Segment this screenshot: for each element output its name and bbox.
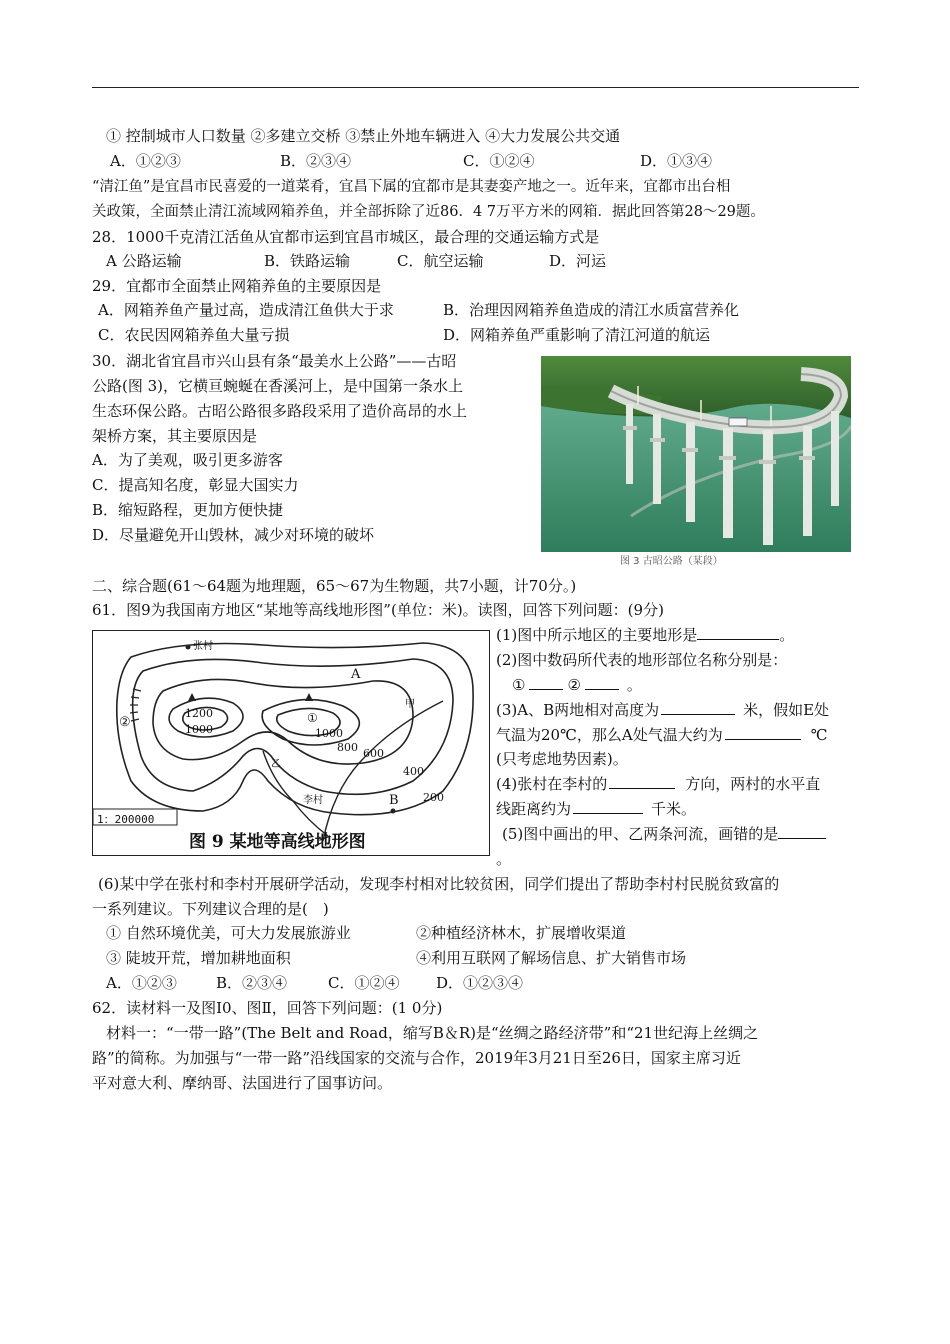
map-label-a: A [351,667,361,682]
header-rule [92,87,859,88]
q28-choice-d: D．河运 [549,252,607,270]
q62-stem: 62．读材料一及图Ⅰ0、图Ⅱ，回答下列问题：(1 0分) [92,999,443,1017]
q61-choice-c: C．①②④ [328,974,400,992]
q61-sub6-line1: (6)某中学在张村和李村开展研学活动，发现李村相对比较贫困，同学们提出了帮助李村村民脱贫致富的 [98,875,780,893]
map-label-200: 200 [423,791,444,804]
q61-sub3: (3)A、B两地相对高度为 米，假如E处 [496,698,829,722]
map-label-400: 400 [403,765,424,778]
q61-opt4: ④利用互联网了解场信息、扩大销售市场 [416,949,687,967]
q61-sub6-line2: 一系列建议。下列建议合理的是( ) [92,900,329,918]
q61-sub3c: (只考虑地势因素)。 [496,750,628,768]
q29-choice-a: A．网箱养鱼产量过高，造成清江鱼供大于求 [98,301,394,319]
q61-choice-d: D．①②③④ [436,974,524,992]
map-title: 图 9 某地等高线地形图 [189,832,366,852]
q30-choice-d: D．尽量避免开山毁林，减少对环境的破坏 [92,526,375,544]
prev-choice-d: D．①③④ [640,152,713,170]
q62-material-line1: 材料一：“一带一路”(The Belt and Road，缩写B＆R)是“丝绸之路经济带”和“21世纪海上丝绸之 [106,1024,759,1042]
q61-sub2-blanks: ① ② 。 [512,673,642,697]
intro-line-2: 关政策，全面禁止清江流域网箱养鱼，并全部拆除了近86．4 7万平方米的网箱．据此回答第28～29题。 [92,204,765,220]
contour-map [92,630,490,856]
q62-material-line2: 路”的简称。为加强与“一带一路”沿线国家的交流与合作，2019年3月21日至26日，国家主席习近 [92,1049,741,1067]
map-label-m2: ② [119,715,131,730]
q61-opt2: ②种植经济林木，扩展增收渠道 [416,924,627,942]
q61-choice-b: B．②③④ [216,974,288,992]
prev-choice-c: C．①②④ [463,152,535,170]
q29-choice-c: C．农民因网箱养鱼大量亏损 [98,326,290,344]
q61-sub4b: 线距离约为 千米。 [496,797,696,821]
q61-stem: 61．图9为我国南方地区“某地等高线地形图”(单位：米)。读图，回答下列问题：(9分) [92,601,664,619]
q30-line-4: 架桥方案，其主要原因是 [92,427,258,445]
map-label-800: 800 [337,741,358,754]
q61-sub5: (5)图中画出的甲、乙两条河流，画错的是 [502,822,826,846]
map-label-zhangcun: 张村 [193,641,213,652]
q61-sub3b: 气温为20℃，那么A处气温大约为 ℃ [496,723,827,747]
q61-opt1: ① 自然环境优美，可大力发展旅游业 [106,924,351,942]
photo-caption: 图 3 古昭公路（某段） [620,556,723,567]
map-label-1000a: 1000 [185,723,213,736]
prev-choice-b: B．②③④ [280,152,352,170]
q61-sub4: (4)张村在李村的 方向，两村的水平直 [496,772,820,796]
q30-choice-b: B．缩短路程，更加方便快捷 [92,501,284,519]
map-label-b: B [389,793,399,808]
map-label-yi: 乙 [271,759,281,770]
q30-line-3: 生态环保公路。古昭公路很多路段采用了造价高昂的水上 [92,402,468,420]
map-label-licun: 李村 [303,795,323,806]
q61-choice-a: A．①②③ [106,974,177,992]
intro-line-1: “清江鱼”是宜昌市民喜爱的一道菜肴，宜昌下属的宜都市是其妻娈产地之一。近年来，宜都市出台相 [92,179,731,195]
q61-sub1: (1)图中所示地区的主要地形是 。 [496,623,794,647]
q28-choice-c: C．航空运输 [397,252,484,270]
q29-choice-d: D．网箱养鱼严重影响了清江河道的航运 [443,326,711,344]
q30-line-2: 公路(图 3)，它横亘蜿蜒在香溪河上，是中国第一条水上 [92,377,464,395]
prev-choice-a: A．①②③ [110,152,181,170]
bridge-photo [541,356,851,552]
q28-choice-b: B．铁路运输 [264,252,351,270]
q28-stem: 28．1000千克清江活鱼从宜都市运到宜昌市城区，最合理的交通运输方式是 [92,228,600,246]
map-scale: 1：200000 [97,813,155,826]
map-label-600: 600 [363,747,384,760]
map-label-m1: ① [307,711,318,725]
q61-sub2: (2)图中数码所代表的地形部位名称分别是： [496,651,788,669]
map-label-1000b: 1000 [315,727,343,740]
q61-opt3: ③ 陡坡开荒，增加耕地面积 [106,949,291,967]
q62-material-line3: 平对意大利、摩纳哥、法国进行了国事访问。 [92,1074,393,1092]
prev-options-line: ① 控制城市人口数量 ②多建立交桥 ③禁止外地车辆进入 ④大力发展公共交通 [106,127,621,145]
q30-choice-a: A．为了美观，吸引更多游客 [92,451,283,469]
q29-stem: 29．宜都市全面禁止网箱养鱼的主要原因是 [92,277,382,295]
q28-choice-a: A 公路运输 [106,252,182,270]
q30-choice-c: C．提高知名度，彰显大国实力 [92,476,299,494]
q30-line-1: 30．湖北省宜昌市兴山县有条“最美水上公路”——古昭 [92,352,457,370]
q61-sub5-end: 。 [496,850,512,868]
map-label-jia: 甲 [405,699,415,710]
q29-choice-b: B．治理因网箱养鱼造成的清江水质富营养化 [443,301,740,319]
map-label-1200: 1200 [185,707,213,720]
section-2-heading: 二、综合题(61～64题为地理题，65～67为生物题，共7小题，计70分。) [92,577,577,595]
